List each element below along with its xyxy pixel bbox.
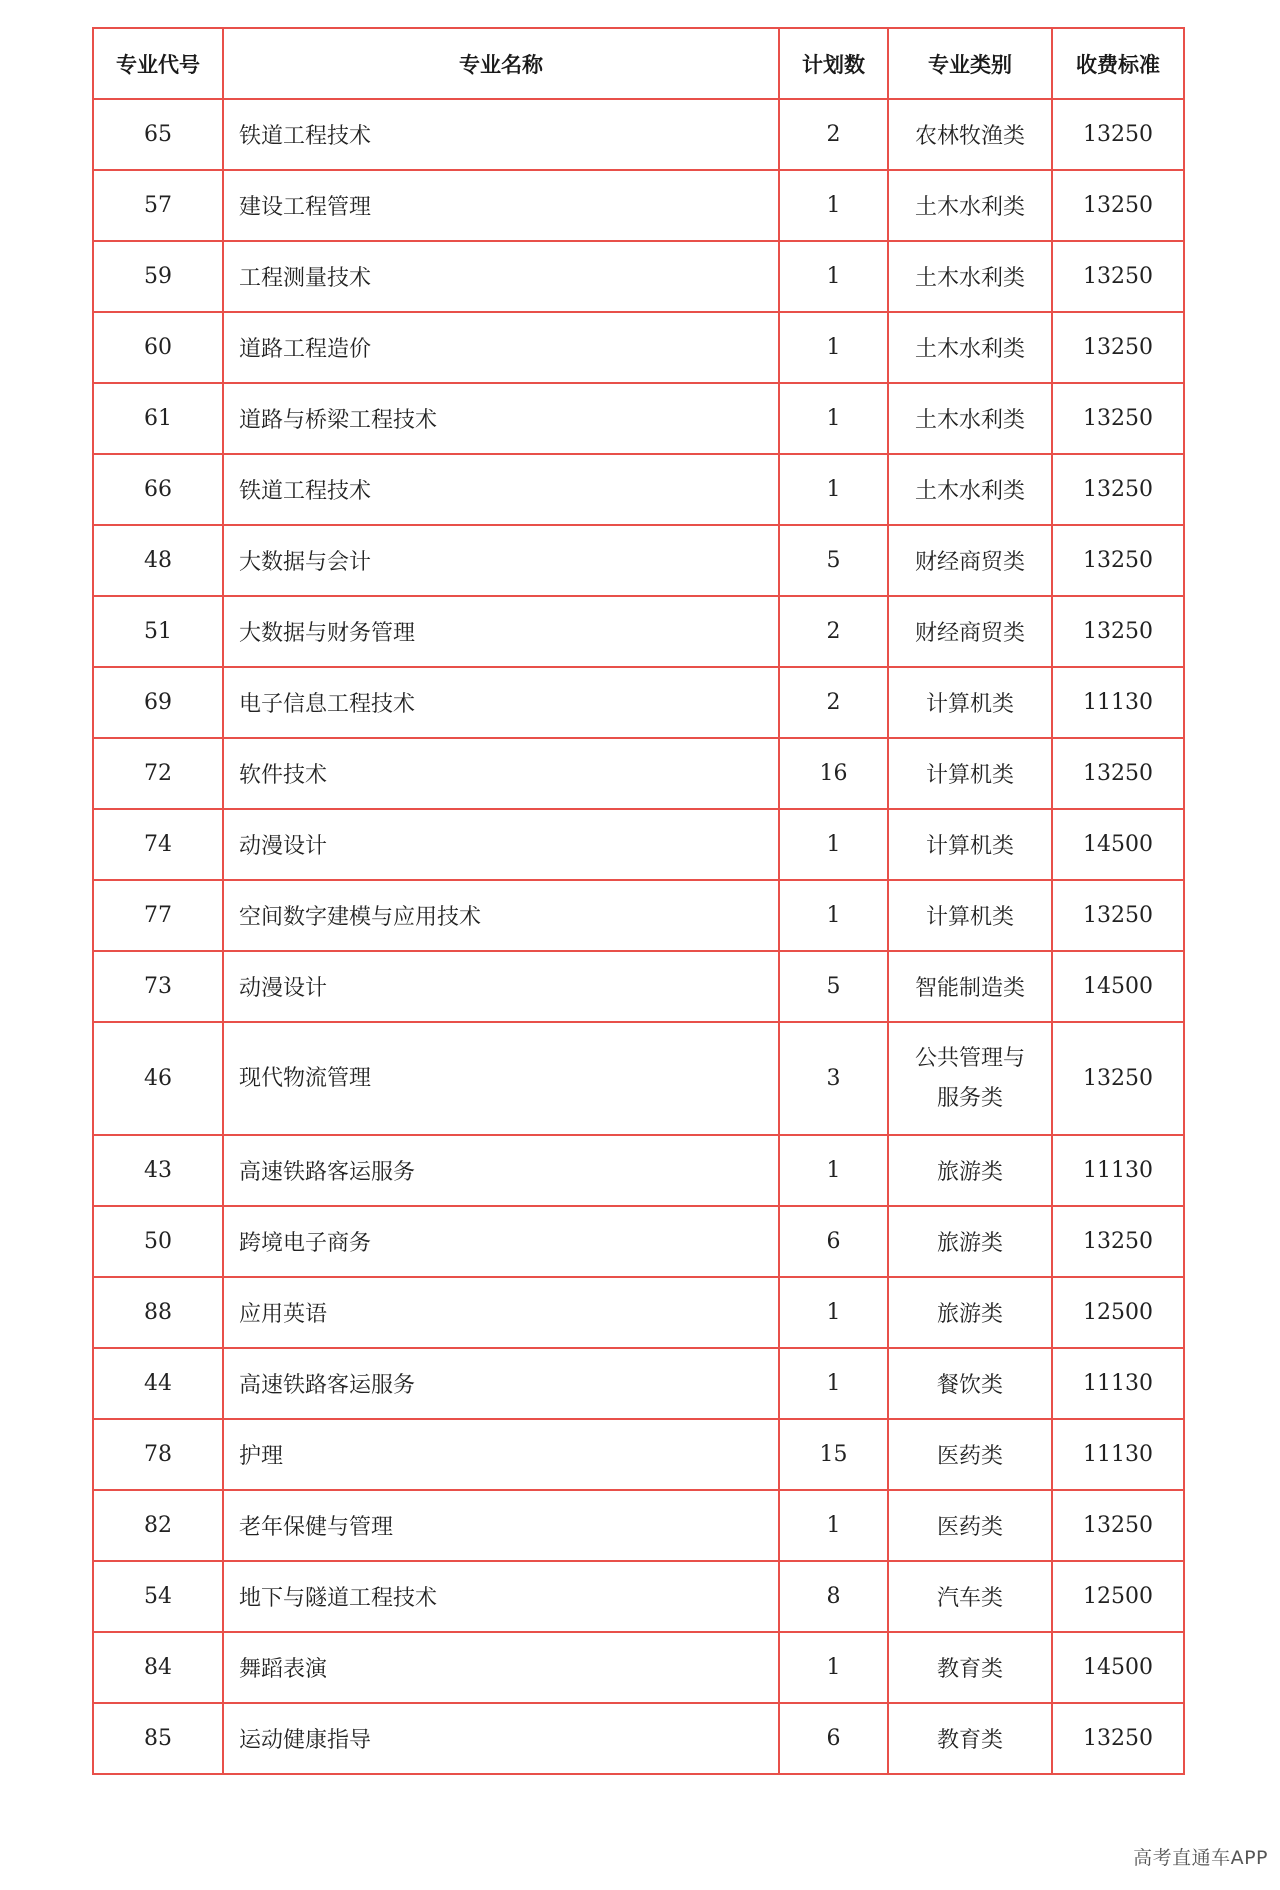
table-row — [93, 312, 1184, 383]
cell-major-name: 道路与桥梁工程技术 — [223, 383, 779, 454]
cell-major-category: 财经商贸类 — [888, 596, 1052, 667]
cell-major-name: 工程测量技术 — [223, 241, 779, 312]
table-row — [93, 1703, 1184, 1774]
cell-major-category: 土木水利类 — [888, 241, 1052, 312]
cell-fee-standard: 13250 — [1052, 241, 1184, 312]
cell-fee-standard: 13250 — [1052, 738, 1184, 809]
cell-plan-count: 1 — [779, 1632, 888, 1703]
table-row — [93, 383, 1184, 454]
cell-major-code: 65 — [93, 99, 223, 170]
cell-plan-count: 8 — [779, 1561, 888, 1632]
cell-plan-count: 1 — [779, 880, 888, 951]
cell-major-name: 运动健康指导 — [223, 1703, 779, 1774]
cell-major-code: 84 — [93, 1632, 223, 1703]
cell-fee-standard: 14500 — [1052, 1632, 1184, 1703]
table-row — [93, 667, 1184, 738]
cell-major-category: 计算机类 — [888, 809, 1052, 880]
cell-major-category: 土木水利类 — [888, 454, 1052, 525]
cell-fee-standard: 13250 — [1052, 1206, 1184, 1277]
header-plan-count: 计划数 — [779, 28, 888, 99]
cell-fee-standard: 13250 — [1052, 596, 1184, 667]
header-row — [93, 28, 1184, 99]
cell-major-code: 60 — [93, 312, 223, 383]
cell-fee-standard: 13250 — [1052, 1703, 1184, 1774]
cell-fee-standard: 11130 — [1052, 1419, 1184, 1490]
cell-major-name: 动漫设计 — [223, 951, 779, 1022]
cell-major-code: 54 — [93, 1561, 223, 1632]
cell-major-code: 44 — [93, 1348, 223, 1419]
cell-major-code: 85 — [93, 1703, 223, 1774]
cell-major-category: 土木水利类 — [888, 383, 1052, 454]
cell-major-category: 计算机类 — [888, 738, 1052, 809]
cell-major-category: 旅游类 — [888, 1206, 1052, 1277]
cell-plan-count: 3 — [779, 1022, 888, 1135]
cell-major-code: 61 — [93, 383, 223, 454]
cell-major-category: 教育类 — [888, 1632, 1052, 1703]
cell-major-category: 医药类 — [888, 1419, 1052, 1490]
cell-fee-standard: 13250 — [1052, 383, 1184, 454]
cell-major-name: 高速铁路客运服务 — [223, 1348, 779, 1419]
table-row — [93, 1632, 1184, 1703]
cell-plan-count: 1 — [779, 170, 888, 241]
cell-plan-count: 5 — [779, 525, 888, 596]
cell-fee-standard: 13250 — [1052, 1022, 1184, 1135]
cell-fee-standard: 13250 — [1052, 454, 1184, 525]
cell-major-code: 59 — [93, 241, 223, 312]
cell-major-code: 73 — [93, 951, 223, 1022]
cell-fee-standard: 14500 — [1052, 951, 1184, 1022]
cell-major-code: 82 — [93, 1490, 223, 1561]
table-body — [93, 99, 1184, 1774]
table-row — [93, 1348, 1184, 1419]
table-row — [93, 454, 1184, 525]
cell-fee-standard: 11130 — [1052, 667, 1184, 738]
cell-major-name: 地下与隧道工程技术 — [223, 1561, 779, 1632]
cell-major-category: 农林牧渔类 — [888, 99, 1052, 170]
cell-major-code: 43 — [93, 1135, 223, 1206]
cell-major-code: 57 — [93, 170, 223, 241]
cell-plan-count: 5 — [779, 951, 888, 1022]
cell-major-code: 51 — [93, 596, 223, 667]
table-row — [93, 241, 1184, 312]
cell-major-category: 医药类 — [888, 1490, 1052, 1561]
cell-major-name: 动漫设计 — [223, 809, 779, 880]
cell-major-name: 大数据与财务管理 — [223, 596, 779, 667]
cell-major-code: 66 — [93, 454, 223, 525]
cell-fee-standard: 13250 — [1052, 880, 1184, 951]
cell-plan-count: 1 — [779, 312, 888, 383]
cell-fee-standard: 12500 — [1052, 1561, 1184, 1632]
cell-major-category: 餐饮类 — [888, 1348, 1052, 1419]
cell-major-category: 旅游类 — [888, 1135, 1052, 1206]
cell-major-name: 建设工程管理 — [223, 170, 779, 241]
table-row — [93, 738, 1184, 809]
header-fee-standard: 收费标准 — [1052, 28, 1184, 99]
cell-major-category: 汽车类 — [888, 1561, 1052, 1632]
cell-plan-count: 1 — [779, 241, 888, 312]
cell-major-category: 计算机类 — [888, 880, 1052, 951]
cell-fee-standard: 13250 — [1052, 312, 1184, 383]
cell-major-name: 铁道工程技术 — [223, 454, 779, 525]
cell-plan-count: 1 — [779, 454, 888, 525]
cell-major-name: 应用英语 — [223, 1277, 779, 1348]
cell-plan-count: 1 — [779, 1490, 888, 1561]
cell-major-category: 财经商贸类 — [888, 525, 1052, 596]
cell-plan-count: 6 — [779, 1703, 888, 1774]
cell-plan-count: 1 — [779, 1277, 888, 1348]
table-row — [93, 170, 1184, 241]
cell-major-name: 软件技术 — [223, 738, 779, 809]
cell-major-name: 舞蹈表演 — [223, 1632, 779, 1703]
cell-major-code: 46 — [93, 1022, 223, 1135]
cell-major-name: 护理 — [223, 1419, 779, 1490]
table-row — [93, 1419, 1184, 1490]
cell-plan-count: 16 — [779, 738, 888, 809]
cell-major-code: 69 — [93, 667, 223, 738]
cell-plan-count: 6 — [779, 1206, 888, 1277]
cell-major-name: 跨境电子商务 — [223, 1206, 779, 1277]
cell-plan-count: 2 — [779, 596, 888, 667]
table-row — [93, 1490, 1184, 1561]
cell-major-name: 铁道工程技术 — [223, 99, 779, 170]
cell-major-category: 教育类 — [888, 1703, 1052, 1774]
cell-plan-count: 1 — [779, 809, 888, 880]
cell-plan-count: 1 — [779, 383, 888, 454]
cell-major-code: 50 — [93, 1206, 223, 1277]
cell-fee-standard: 14500 — [1052, 809, 1184, 880]
cell-fee-standard: 11130 — [1052, 1348, 1184, 1419]
cell-major-category: 旅游类 — [888, 1277, 1052, 1348]
table-row — [93, 99, 1184, 170]
cell-major-code: 88 — [93, 1277, 223, 1348]
table-row — [93, 596, 1184, 667]
cell-fee-standard: 13250 — [1052, 1490, 1184, 1561]
cell-major-code: 72 — [93, 738, 223, 809]
cell-fee-standard: 13250 — [1052, 525, 1184, 596]
cell-major-name: 道路工程造价 — [223, 312, 779, 383]
cell-fee-standard: 13250 — [1052, 170, 1184, 241]
enrollment-plan-table — [92, 27, 1185, 1775]
cell-fee-standard: 13250 — [1052, 99, 1184, 170]
cell-major-code: 74 — [93, 809, 223, 880]
cell-plan-count: 1 — [779, 1135, 888, 1206]
cell-major-code: 78 — [93, 1419, 223, 1490]
header-major-code: 专业代号 — [93, 28, 223, 99]
header-major-name: 专业名称 — [223, 28, 779, 99]
cell-major-code: 48 — [93, 525, 223, 596]
cell-major-category: 公共管理与 服务类 — [888, 1022, 1052, 1135]
table-row — [93, 880, 1184, 951]
cell-major-name: 老年保健与管理 — [223, 1490, 779, 1561]
cell-major-name: 高速铁路客运服务 — [223, 1135, 779, 1206]
cell-major-name: 电子信息工程技术 — [223, 667, 779, 738]
cell-plan-count: 1 — [779, 1348, 888, 1419]
cell-fee-standard: 12500 — [1052, 1277, 1184, 1348]
cell-plan-count: 15 — [779, 1419, 888, 1490]
table-row — [93, 1277, 1184, 1348]
table-row — [93, 1022, 1184, 1135]
cell-plan-count: 2 — [779, 99, 888, 170]
cell-major-name: 现代物流管理 — [223, 1022, 779, 1135]
cell-major-category: 土木水利类 — [888, 312, 1052, 383]
table-row — [93, 809, 1184, 880]
header-major-category: 专业类别 — [888, 28, 1052, 99]
cell-plan-count: 2 — [779, 667, 888, 738]
cell-major-name: 空间数字建模与应用技术 — [223, 880, 779, 951]
table-row — [93, 951, 1184, 1022]
table-header — [93, 28, 1184, 99]
cell-major-category: 计算机类 — [888, 667, 1052, 738]
table-row — [93, 1135, 1184, 1206]
cell-major-category: 智能制造类 — [888, 951, 1052, 1022]
table-row — [93, 525, 1184, 596]
cell-major-name: 大数据与会计 — [223, 525, 779, 596]
cell-major-category: 土木水利类 — [888, 170, 1052, 241]
cell-fee-standard: 11130 — [1052, 1135, 1184, 1206]
cell-major-code: 77 — [93, 880, 223, 951]
table-row — [93, 1561, 1184, 1632]
watermark-text: 高考直通车APP — [1133, 1847, 1268, 1869]
table-row — [93, 1206, 1184, 1277]
